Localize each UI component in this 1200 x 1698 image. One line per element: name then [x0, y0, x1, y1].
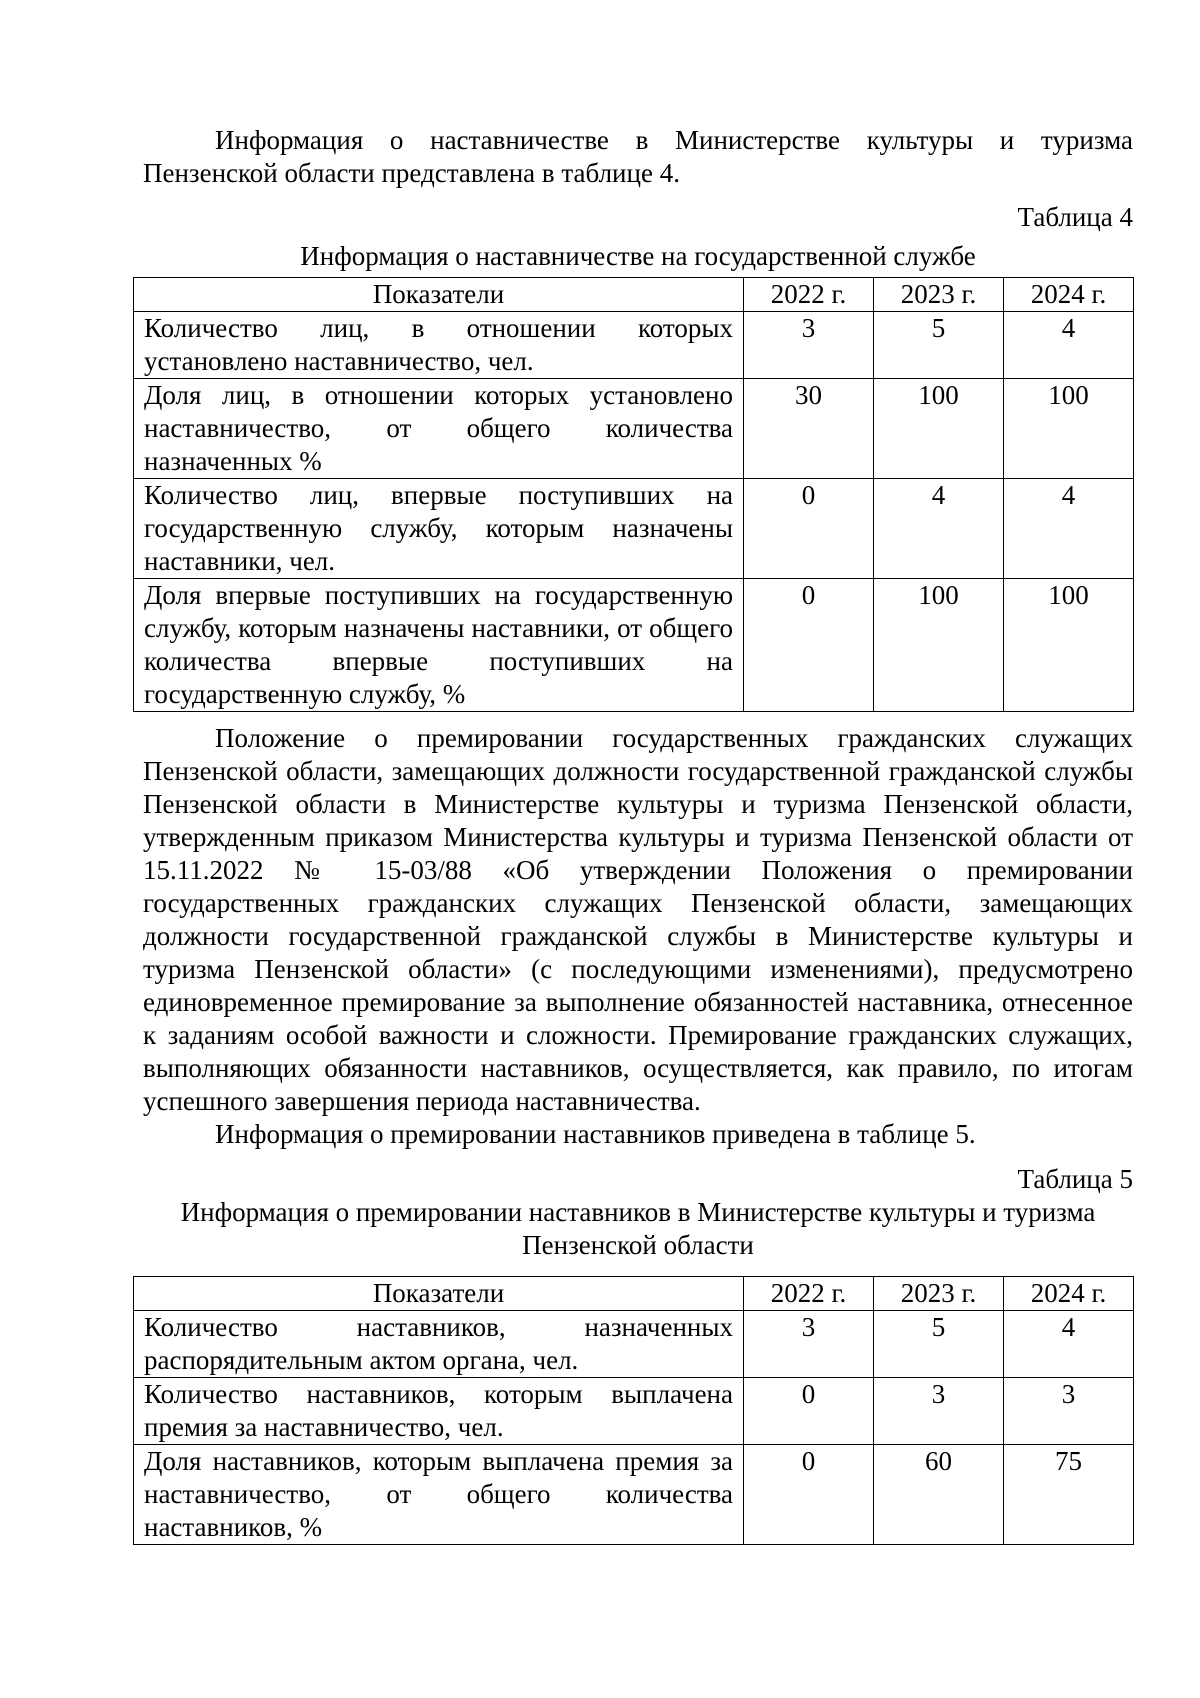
- table5-title-line1: Информация о премировании наставников в Министерстве культуры и туризма: [180, 1197, 1096, 1227]
- table4-header-row: [134, 278, 1134, 312]
- body-paragraph: Положение о премировании государственных гражданских служащих Пензенской области, замещающих должности государственной гражданской службы Пензенской области в Министерстве культуры и туризма Пензенской области, утвержденным приказом Министерства культуры и туризма Пензенской области от 15.11.2022 № 15-03/88 «Об утверждении Положения о премировании государственных гражданских служащих Пензенской области, замещающих должности государственной гражданской службы в Министерстве культуры и туризма Пензенской области» (с последующими изменениями), предусмотрено единовременное премирование за выполнение обязанностей наставника, отнесенное к заданиям особой важности и сложности. Премирование гражданских служащих, выполняющих обязанности наставников, осуществляется, как правило, по итогам успешного завершения периода наставничества.: [143, 723, 1133, 1116]
- table-row: [134, 479, 1134, 579]
- document-page: [143, 124, 1133, 1545]
- value-2022: 0: [744, 479, 874, 579]
- table-row: [134, 1378, 1134, 1445]
- value-2024: 4: [1004, 1311, 1134, 1378]
- value-2023: 100: [874, 379, 1004, 479]
- table5: [133, 1276, 1134, 1545]
- table4-number: Таблица 4: [1017, 202, 1133, 232]
- table-row: [134, 1311, 1134, 1378]
- row-label: Доля наставников, которым выплачена премия за наставничество, от общего количества наставников, %: [134, 1445, 744, 1545]
- table4-header-indicator: Показатели: [134, 278, 744, 312]
- value-2023: 4: [874, 479, 1004, 579]
- value-2024: 4: [1004, 312, 1134, 379]
- row-label: Количество наставников, которым выплачена премия за наставничество, чел.: [134, 1378, 744, 1445]
- intro2-paragraph: Информация о премировании наставников приведена в таблице 5.: [215, 1119, 976, 1149]
- value-2022: 0: [744, 579, 874, 712]
- table4: [133, 277, 1134, 712]
- value-2023: 3: [874, 1378, 1004, 1445]
- row-label: Количество лиц, впервые поступивших на государственную службу, которым назначены наставники, чел.: [134, 479, 744, 579]
- intro-paragraph: Информация о наставничестве в Министерстве культуры и туризма Пензенской области представлена в таблице 4.: [143, 125, 1133, 188]
- value-2024: 3: [1004, 1378, 1134, 1445]
- table5-title-line2: Пензенской области: [522, 1230, 754, 1260]
- table4-header-2024: 2024 г.: [1004, 278, 1134, 312]
- table5-header-2024: 2024 г.: [1004, 1277, 1134, 1311]
- value-2022: 30: [744, 379, 874, 479]
- table4-header-2023: 2023 г.: [874, 278, 1004, 312]
- value-2022: 3: [744, 312, 874, 379]
- table5-number: Таблица 5: [1017, 1164, 1133, 1194]
- value-2024: 75: [1004, 1445, 1134, 1545]
- table5-header-row: [134, 1277, 1134, 1311]
- table-row: [134, 379, 1134, 479]
- table4-header-2022: 2022 г.: [744, 278, 874, 312]
- value-2022: 0: [744, 1378, 874, 1445]
- value-2023: 5: [874, 1311, 1004, 1378]
- value-2024: 4: [1004, 479, 1134, 579]
- table4-title: Информация о наставничестве на государственной службе: [300, 241, 976, 271]
- row-label: Количество наставников, назначенных распорядительным актом органа, чел.: [134, 1311, 744, 1378]
- table5-header-indicator: Показатели: [134, 1277, 744, 1311]
- table5-header-2023: 2023 г.: [874, 1277, 1004, 1311]
- value-2023: 5: [874, 312, 1004, 379]
- row-label: Доля лиц, в отношении которых установлено наставничество, от общего количества назначенных %: [134, 379, 744, 479]
- table-row: [134, 312, 1134, 379]
- table-row: [134, 579, 1134, 712]
- table-row: [134, 1445, 1134, 1545]
- value-2023: 60: [874, 1445, 1004, 1545]
- value-2024: 100: [1004, 379, 1134, 479]
- table5-header-2022: 2022 г.: [744, 1277, 874, 1311]
- row-label: Количество лиц, в отношении которых установлено наставничество, чел.: [134, 312, 744, 379]
- value-2023: 100: [874, 579, 1004, 712]
- value-2022: 3: [744, 1311, 874, 1378]
- value-2024: 100: [1004, 579, 1134, 712]
- row-label: Доля впервые поступивших на государственную службу, которым назначены наставники, от общего количества впервые поступивших на государственную службу, %: [134, 579, 744, 712]
- value-2022: 0: [744, 1445, 874, 1545]
